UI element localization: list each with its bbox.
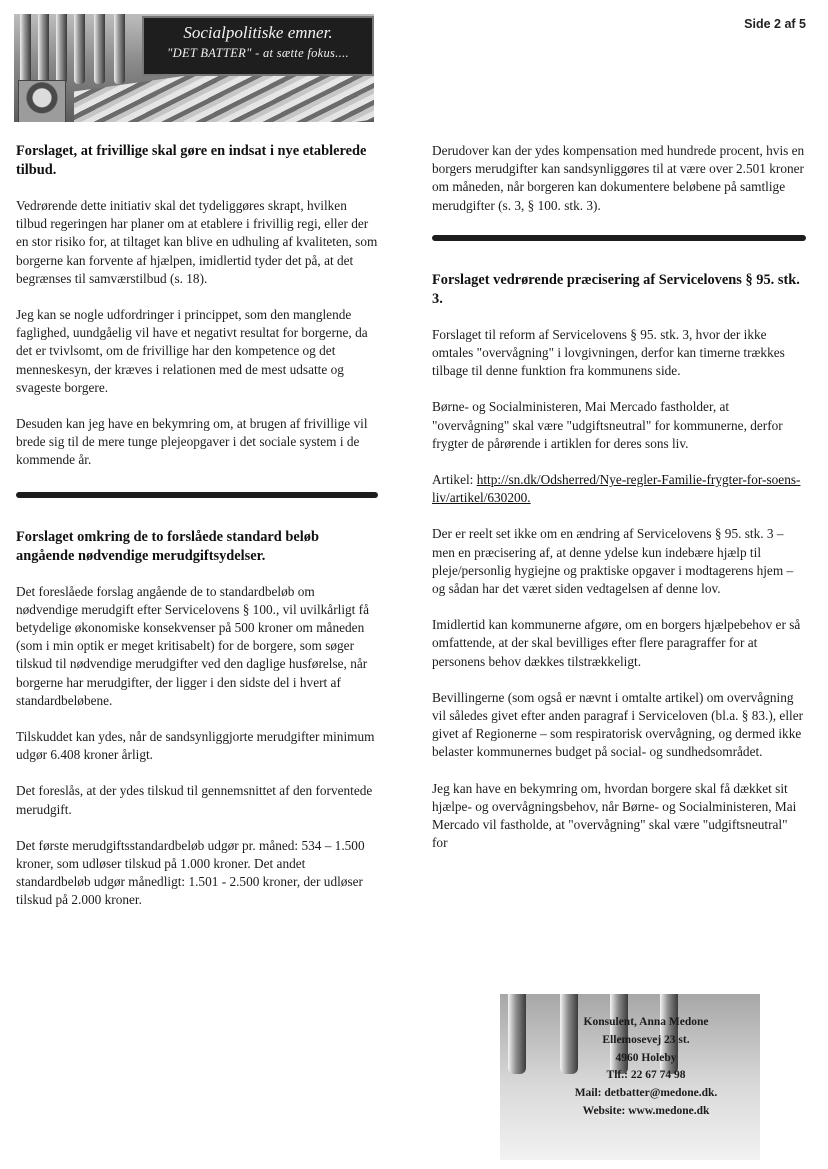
- paragraph: Jeg kan se nogle udfordringer i princippet, som den manglende faglighed, uundgåelig vil have et negativt resultat for borgerne, da det er tvivlsomt, om de frivillige har den kompetence og det menneskesyn, der kræves i relationen med de mest udsatte og svageste borgere.: [16, 307, 368, 395]
- header-banner: [14, 14, 374, 122]
- contact-details: [540, 1014, 752, 1121]
- column-graphic: [20, 14, 31, 84]
- paragraph: Derudover kan der ydes kompensation med hundrede procent, hvis en borgers merudgifter kan sandsynliggøres til at være over 2.501 kroner om måneden, når borgeren kan dokumentere beløbene på samtlige merudgifter (s. 3, § 100. stk. 3).: [432, 143, 805, 213]
- paragraph: Børne- og Socialministeren, Mai Mercado fastholder, at "overvågning" skal være "udgiftsneutral" for kommunerne, derfor frygter de pårørende i artiklen for deres sons liv.: [432, 399, 783, 451]
- paragraph: Imidlertid kan kommunerne afgøre, om en borgers hjælpebehov er så omfattende, at der skal bevilliges efter flere paragraffer for at personens behov dækkes tilstrækkeligt.: [432, 617, 801, 669]
- banner-title: Socialpolitiske emner.: [183, 23, 333, 42]
- contact-name: Konsulent, Anna Medone: [583, 1016, 709, 1028]
- section-heading-standard-amounts: Forslaget omkring de to forslåede standard beløb angående nødvendige merudgiftsydelser.: [16, 528, 319, 564]
- section-heading-volunteers: Forslaget, at frivillige skal gøre en indsat i nye etablerede tilbud.: [16, 143, 367, 178]
- column-graphic: [74, 14, 85, 84]
- column-graphic: [94, 14, 105, 84]
- paragraph: Desuden kan jeg have en bekymring om, at brugen af frivillige vil brede sig til de mere tunge plejeopgaver i det sociale system i de kommende år.: [16, 416, 368, 468]
- contact-email[interactable]: Mail: detbatter@medone.dk.: [574, 1087, 718, 1100]
- left-column: [16, 142, 378, 928]
- section-divider: [432, 235, 806, 241]
- right-column: [432, 142, 806, 870]
- column-graphic: [56, 14, 67, 84]
- paragraph: Det foreslås, at der ydes tilskud til gennemsnittet af den forventede merudgift.: [16, 783, 373, 817]
- article-label: Artikel:: [432, 472, 477, 488]
- contact-street: Ellemosevej 23 st.: [602, 1033, 690, 1046]
- contact-phone: Tlf.: 22 67 74 98: [606, 1069, 686, 1082]
- article-paragraph: [432, 471, 806, 507]
- paragraph: Der er reelt set ikke om en ændring af Servicelovens § 95. stk. 3 – men en præcisering af, at denne ydelse kun indebære hjælp til pleje/personlig hygiejne og praktiske opgaver i modtagerens hjem – og sådan har det været siden vedtagelsen af denne lov.: [432, 526, 794, 597]
- column-graphic: [508, 994, 526, 1074]
- page-number: Side 2 af 5: [744, 17, 806, 31]
- contact-website[interactable]: Website: www.medone.dk: [582, 1104, 710, 1117]
- section-heading-servicelov-95: Forslaget vedrørende præcisering af Servicelovens § 95. stk. 3.: [432, 271, 800, 307]
- contact-card: [500, 994, 760, 1160]
- paragraph: Bevillingerne (som også er nævnt i omtalte artikel) om overvågning vil således givet efter anden paragraf i Serviceloven (bl.a. § 83.), eller givet af Regionerne – som respiratorisk overvågning, og dermed ikke belaster kommunernes budget på social- og sundhedsområdet.: [432, 689, 804, 760]
- banner-title-box: [142, 16, 374, 76]
- section-divider: [16, 492, 378, 498]
- author-photo: [18, 80, 66, 122]
- paragraph: Forslaget til reform af Servicelovens § 95. stk. 3, hvor der ikke omtales "overvågning" i lovgivningen, derfor kan timerne trækkes tilbage til denne funktion fra kommunens side.: [432, 326, 785, 379]
- paragraph: Det første merudgiftsstandardbeløb udgør pr. måned: 534 – 1.500 kroner, som udløser tilskud på 1.000 kroner. Det andet standardbeløb udgør månedligt: 1.501 - 2.500 kroner, der udløser tilskud på 2.000 kroner.: [16, 837, 365, 908]
- paragraph: Vedrørende dette initiativ skal det tydeliggøres skrapt, hvilken tilbud regeringen har planer om at etablere i frivillig regi, eller der en stor risiko for, at tiltaget kan blive en udhuling af kvaliteten, som borgerne kan forvente af hjælpen, imidlertid tyder det på, at det begrænses til samværstilbud (s. 18).: [16, 198, 378, 286]
- column-graphic: [38, 14, 49, 84]
- article-link[interactable]: http://sn.dk/Odsherred/Nye-regler-Familie-frygter-for-soens-liv/artikel/630200.: [432, 472, 801, 506]
- paragraph: Jeg kan have en bekymring om, hvordan borgere skal få dækket sit hjælpe- og overvågningsbehov, når Børne- og Socialministeren, Mai Mercado vil fastholde, at "overvågning" skal være "udgiftsneutral" for: [432, 780, 797, 851]
- paragraph: Det foreslåede forslag angående de to standardbeløb om nødvendige merudgift efter Servicelovens § 100., vil uvilkårligt få betydelige økonomiske konsekvenser på 500 kroner om måneden (som i min optik er meget kritisabelt) for de borgere, som søger tilskud til nødvendige merudgifter ved den daglige husførelse, når borgerne har merudgifter, der ligger i den sidste del i hvert af standardbeløbene.: [16, 583, 370, 708]
- contact-city: 4960 Holeby: [615, 1051, 677, 1064]
- banner-subtitle: "DET BATTER" - at sætte fokus....: [167, 46, 349, 60]
- paragraph: Tilskuddet kan ydes, når de sandsynliggjorte merudgifter minimum udgør 6.408 kroner årligt.: [16, 729, 375, 763]
- column-graphic: [114, 14, 125, 84]
